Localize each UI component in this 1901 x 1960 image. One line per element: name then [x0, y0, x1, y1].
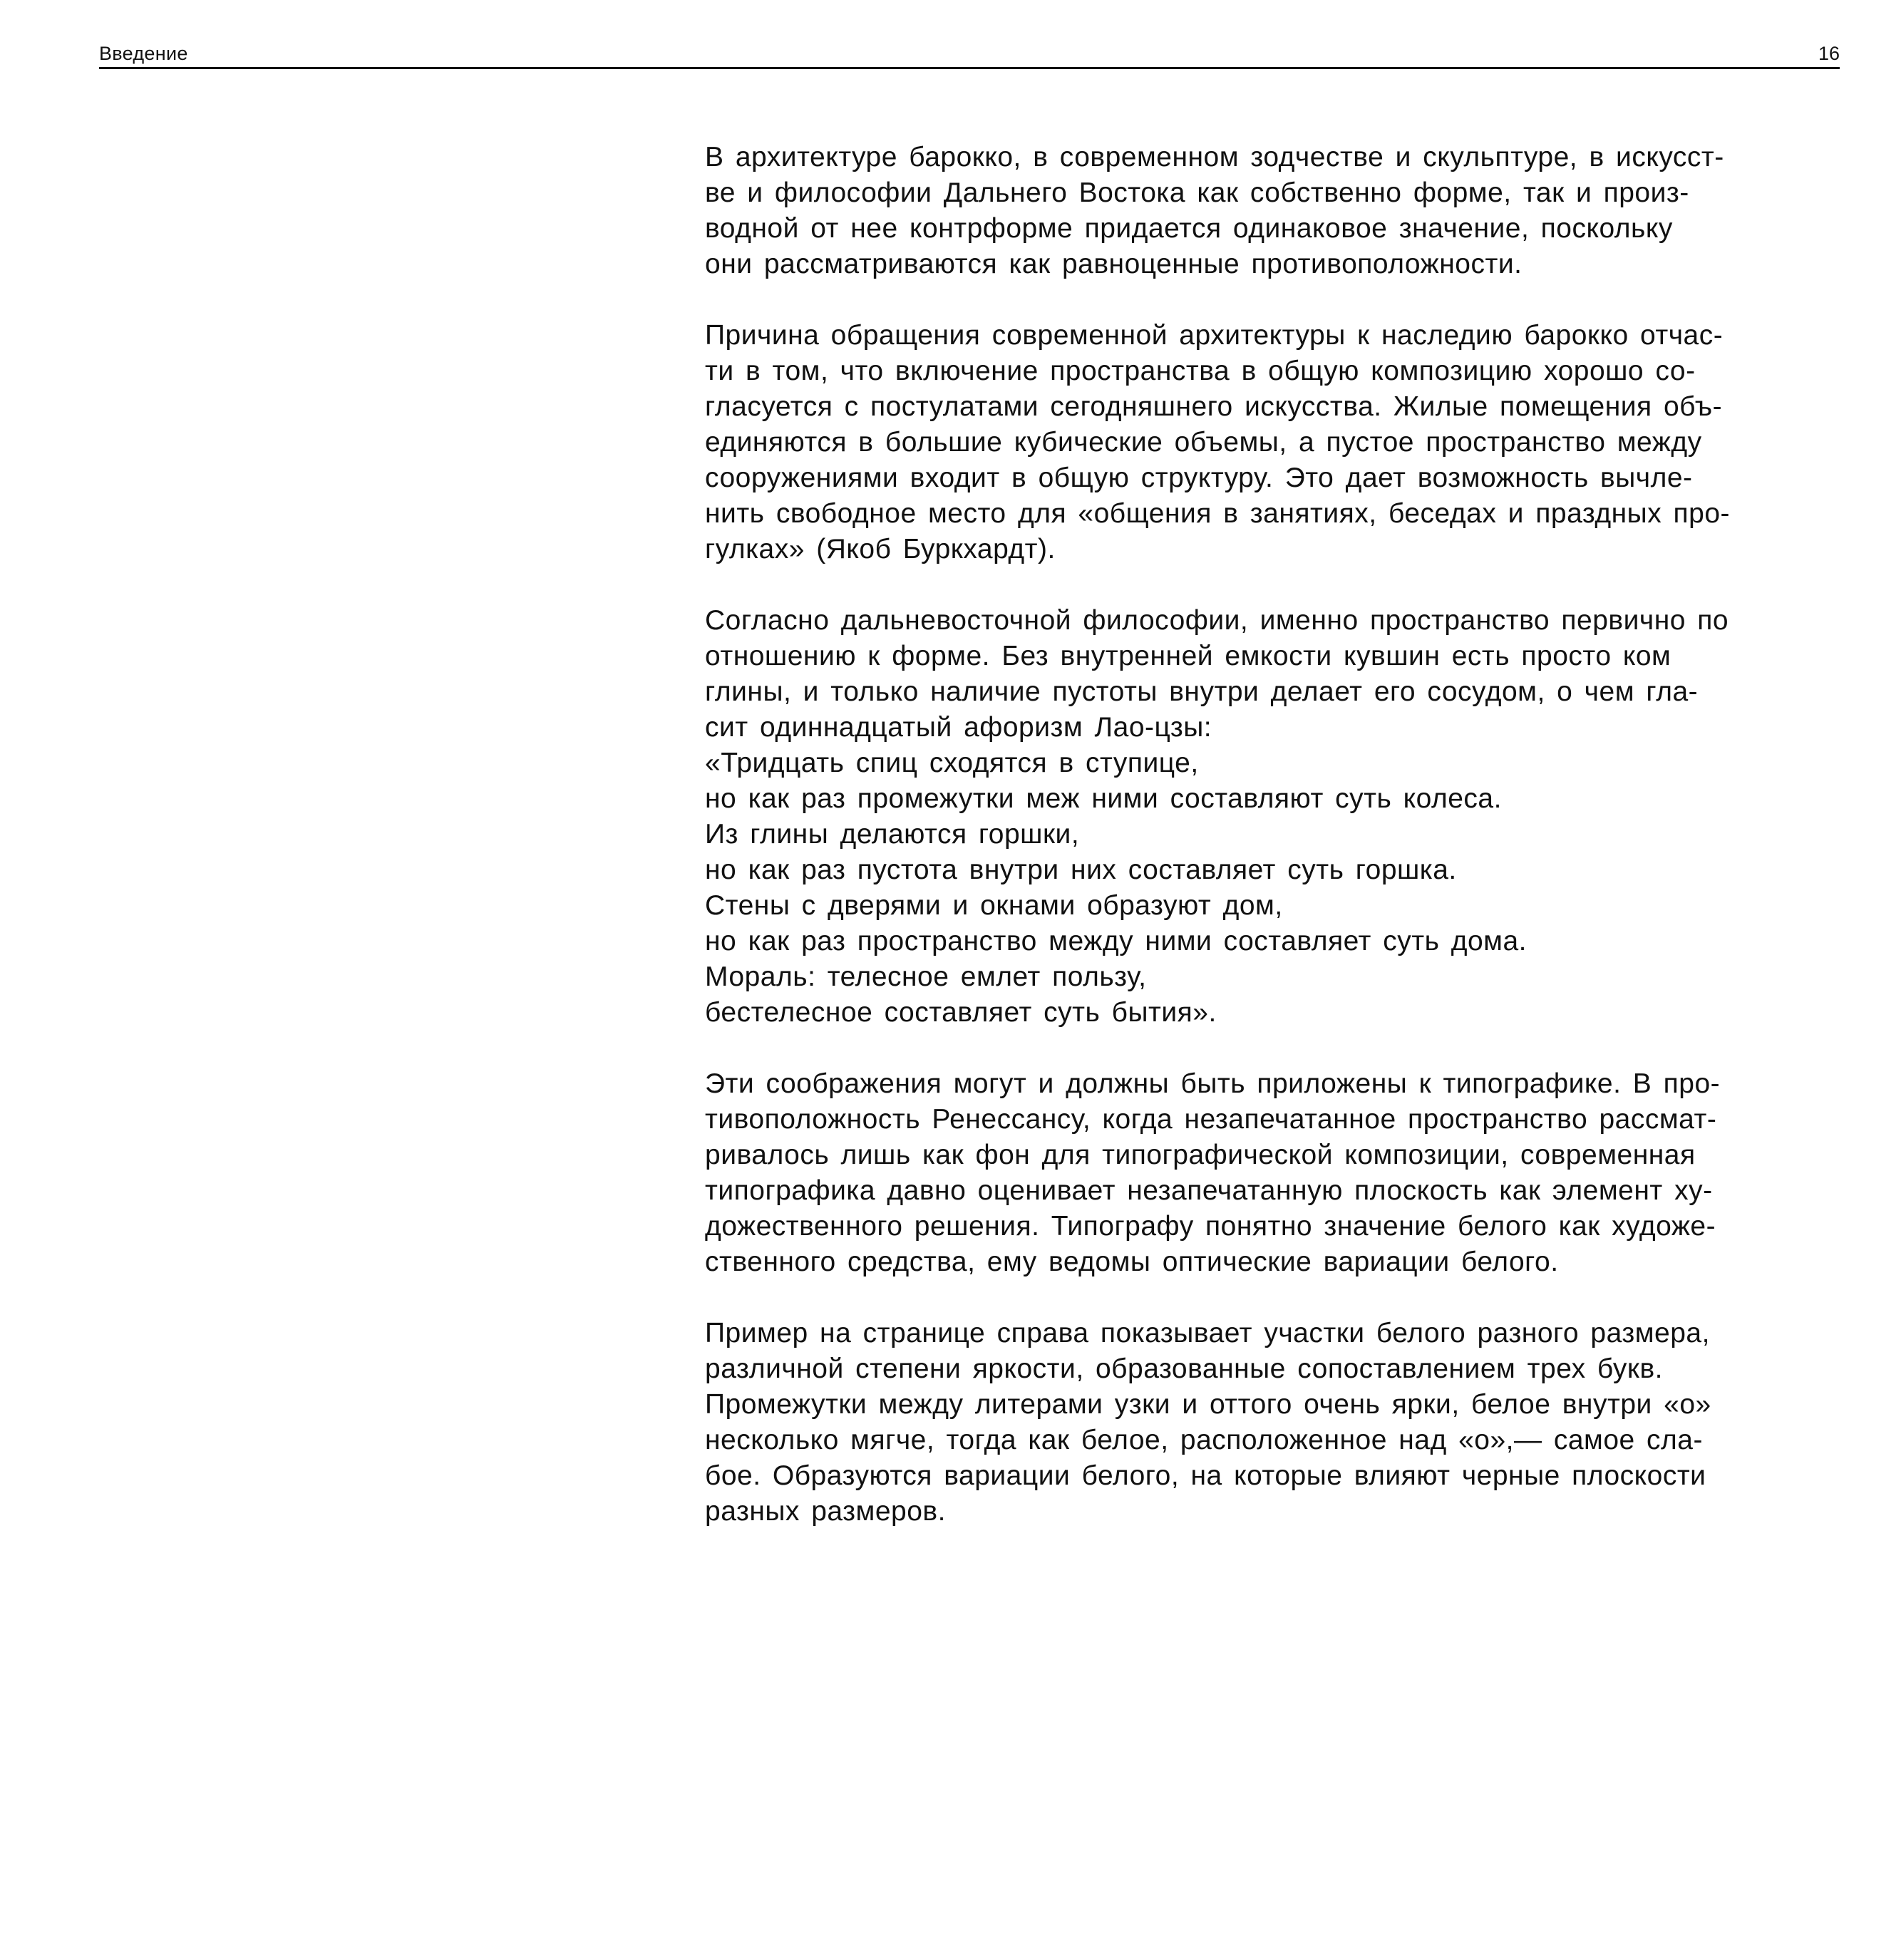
text-line: единяются в большие кубические объемы, а пустое пространство между	[705, 427, 1702, 458]
text-line: разных размеров.	[705, 1496, 946, 1527]
text-line: ве и философии Дальнего Востока как собственно форме, так и произ-	[705, 177, 1689, 208]
text-line: сооружениями входит в общую структуру. Это дает возможность вычле-	[705, 463, 1693, 493]
text-line: Причина обращения современной архитектуры к наследию барокко отчас-	[705, 320, 1724, 351]
running-header	[99, 38, 1840, 69]
paragraph-white-variations	[705, 1316, 1845, 1530]
text-line: типографика давно оценивает незапечатанную плоскость как элемент ху-	[705, 1175, 1713, 1206]
text-line: бое. Образуются вариации белого, на которые влияют черные плоскости	[705, 1460, 1706, 1491]
quote-line: «Тридцать спиц сходятся в ступице,	[705, 748, 1199, 778]
section-title: Введение	[99, 43, 188, 64]
text-column	[705, 140, 1845, 1565]
text-line: Промежутки между литерами узки и оттого очень ярки, белое внутри «о»	[705, 1389, 1711, 1420]
text-line: отношению к форме. Без внутренней емкости кувшин есть просто ком	[705, 641, 1671, 671]
page-number: 16	[1818, 43, 1840, 64]
paragraph-baroque	[705, 140, 1845, 282]
text-line: ственного средства, ему ведомы оптические вариации белого.	[705, 1247, 1559, 1277]
text-line: нить свободное место для «общения в занятиях, беседах и праздных про-	[705, 498, 1731, 529]
text-line: они рассматриваются как равноценные противоположности.	[705, 249, 1523, 279]
quote-line: но как раз пустота внутри них составляет суть горшка.	[705, 855, 1457, 885]
text-line: водной от нее контрформе придается одинаковое значение, поскольку	[705, 213, 1673, 244]
quote-line: бестелесное составляет суть бытия».	[705, 997, 1217, 1028]
text-line: дожественного решения. Типографу понятно значение белого как художе-	[705, 1211, 1716, 1242]
paragraph-modern-architecture	[705, 318, 1845, 567]
text-line: ти в том, что включение пространства в общую композицию хорошо со-	[705, 356, 1696, 386]
text-line: В архитектуре барокко, в современном зодчестве и скульптуре, в искусст-	[705, 142, 1724, 172]
quote-line: Из глины делаются горшки,	[705, 819, 1080, 850]
quote-line: но как раз пространство между ними составляет суть дома.	[705, 926, 1528, 956]
text-line: Эти соображения могут и должны быть приложены к типографике. В про-	[705, 1068, 1721, 1099]
paragraph-typography	[705, 1066, 1845, 1280]
text-line: гласуется с постулатами сегодняшнего искусства. Жилые помещения объ-	[705, 391, 1723, 422]
text-line: тивоположность Ренессансу, когда незапечатанное пространство рассмат-	[705, 1104, 1717, 1135]
quote-line: но как раз промежутки меж ними составляют суть колеса.	[705, 783, 1502, 814]
text-line: сит одиннадцатый афоризм Лао-цзы:	[705, 712, 1212, 743]
text-line: Согласно дальневосточной философии, именно пространство первично по	[705, 605, 1729, 636]
paragraph-far-east-philosophy	[705, 603, 1845, 1031]
quote-line: Мораль: телесное емлет пользу,	[705, 961, 1147, 992]
text-line: несколько мягче, тогда как белое, расположенное над «о»,— самое сла-	[705, 1425, 1703, 1455]
text-line: ривалось лишь как фон для типографической композиции, современная	[705, 1140, 1696, 1170]
quote-line: Стены с дверями и окнами образуют дом,	[705, 890, 1283, 921]
text-line: гулках» (Якоб Буркхардт).	[705, 534, 1056, 564]
text-line: Пример на странице справа показывает участки белого разного размера,	[705, 1318, 1710, 1348]
text-line: различной степени яркости, образованные сопоставлением трех букв.	[705, 1353, 1663, 1384]
text-line: глины, и только наличие пустоты внутри делает его сосудом, о чем гла-	[705, 676, 1699, 707]
